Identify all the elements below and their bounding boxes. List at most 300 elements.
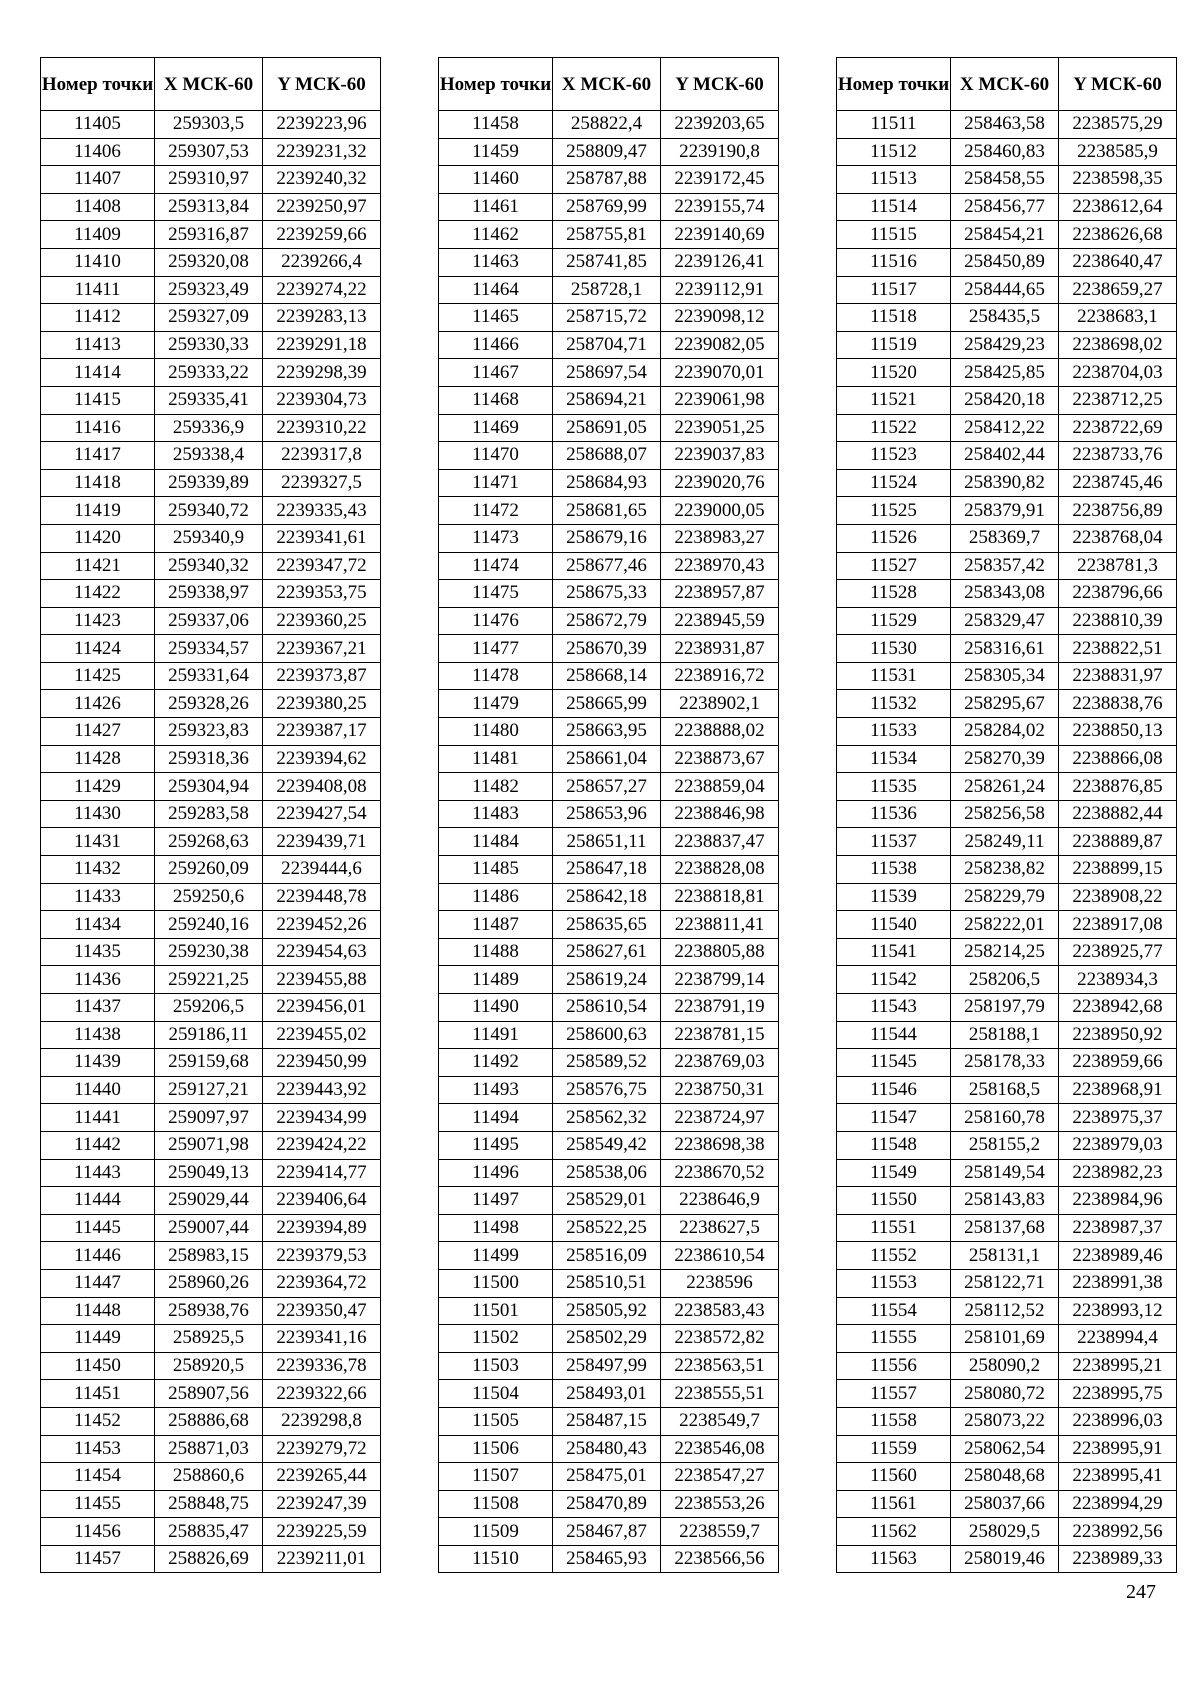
y-coordinate-cell: 2238559,7 — [661, 1518, 779, 1546]
y-coordinate-cell: 2238888,02 — [661, 718, 779, 746]
header-point-number: Номер точки — [41, 58, 155, 111]
y-coordinate-cell: 2238916,72 — [661, 662, 779, 690]
table-row — [837, 1463, 1177, 1491]
x-coordinate-cell: 258672,79 — [553, 607, 661, 635]
point-number-cell: 11495 — [439, 1131, 553, 1159]
y-coordinate-cell: 2239424,22 — [263, 1131, 381, 1159]
y-coordinate-cell: 2238989,46 — [1059, 1242, 1177, 1270]
table-row — [837, 1242, 1177, 1270]
y-coordinate-cell: 2239203,65 — [661, 111, 779, 139]
y-coordinate-cell: 2238968,91 — [1059, 1076, 1177, 1104]
y-coordinate-cell: 2239350,47 — [263, 1297, 381, 1325]
table-row — [439, 966, 779, 994]
point-number-cell: 11561 — [837, 1490, 951, 1518]
x-coordinate-cell: 258627,61 — [553, 938, 661, 966]
point-number-cell: 11505 — [439, 1407, 553, 1435]
y-coordinate-cell: 2239155,74 — [661, 193, 779, 221]
point-number-cell: 11513 — [837, 166, 951, 194]
x-coordinate-cell: 258475,01 — [553, 1463, 661, 1491]
y-coordinate-cell: 2238781,15 — [661, 1021, 779, 1049]
x-coordinate-cell: 259240,16 — [155, 911, 263, 939]
point-number-cell: 11543 — [837, 994, 951, 1022]
table-row — [41, 1187, 381, 1215]
table-row — [41, 1545, 381, 1573]
table-row — [41, 1352, 381, 1380]
table-row — [41, 635, 381, 663]
y-coordinate-cell: 2238596 — [661, 1269, 779, 1297]
table-row — [41, 1407, 381, 1435]
y-coordinate-cell: 2239298,8 — [263, 1407, 381, 1435]
point-number-cell: 11428 — [41, 745, 155, 773]
point-number-cell: 11510 — [439, 1545, 553, 1573]
x-coordinate-cell: 258619,24 — [553, 966, 661, 994]
header-y-coordinate: Y МСК-60 — [263, 58, 381, 111]
y-coordinate-cell: 2239298,39 — [263, 359, 381, 387]
y-coordinate-cell: 2238902,1 — [661, 690, 779, 718]
x-coordinate-cell: 258122,71 — [951, 1269, 1059, 1297]
table-row — [439, 1159, 779, 1187]
y-coordinate-cell: 2239450,99 — [263, 1049, 381, 1077]
point-number-cell: 11427 — [41, 718, 155, 746]
y-coordinate-cell: 2238995,91 — [1059, 1435, 1177, 1463]
x-coordinate-cell: 258420,18 — [951, 386, 1059, 414]
y-coordinate-cell: 2239310,22 — [263, 414, 381, 442]
point-number-cell: 11492 — [439, 1049, 553, 1077]
x-coordinate-cell: 259250,6 — [155, 883, 263, 911]
x-coordinate-cell: 258538,06 — [553, 1159, 661, 1187]
point-number-cell: 11501 — [439, 1297, 553, 1325]
point-number-cell: 11471 — [439, 469, 553, 497]
x-coordinate-cell: 258769,99 — [553, 193, 661, 221]
x-coordinate-cell: 259318,36 — [155, 745, 263, 773]
table-row — [41, 552, 381, 580]
table-row — [439, 662, 779, 690]
point-number-cell: 11468 — [439, 386, 553, 414]
point-number-cell: 11554 — [837, 1297, 951, 1325]
x-coordinate-cell: 258270,39 — [951, 745, 1059, 773]
point-number-cell: 11423 — [41, 607, 155, 635]
y-coordinate-cell: 2238805,88 — [661, 938, 779, 966]
point-number-cell: 11550 — [837, 1187, 951, 1215]
point-number-cell: 11415 — [41, 386, 155, 414]
x-coordinate-cell: 258379,91 — [951, 497, 1059, 525]
y-coordinate-cell: 2239455,02 — [263, 1021, 381, 1049]
table-row — [41, 111, 381, 139]
x-coordinate-cell: 258822,4 — [553, 111, 661, 139]
y-coordinate-cell: 2238979,03 — [1059, 1131, 1177, 1159]
x-coordinate-cell: 258728,1 — [553, 276, 661, 304]
point-number-cell: 11410 — [41, 248, 155, 276]
table-row — [837, 193, 1177, 221]
y-coordinate-cell: 2239394,62 — [263, 745, 381, 773]
point-number-cell: 11419 — [41, 497, 155, 525]
y-coordinate-cell: 2238810,39 — [1059, 607, 1177, 635]
x-coordinate-cell: 258688,07 — [553, 442, 661, 470]
point-number-cell: 11420 — [41, 524, 155, 552]
point-number-cell: 11478 — [439, 662, 553, 690]
point-number-cell: 11531 — [837, 662, 951, 690]
table-row — [837, 800, 1177, 828]
table-row — [439, 1104, 779, 1132]
table-row — [837, 469, 1177, 497]
y-coordinate-cell: 2238575,29 — [1059, 111, 1177, 139]
point-number-cell: 11452 — [41, 1407, 155, 1435]
table-row — [837, 359, 1177, 387]
point-number-cell: 11457 — [41, 1545, 155, 1573]
table-row — [837, 1545, 1177, 1573]
table-row — [837, 773, 1177, 801]
table-row — [837, 138, 1177, 166]
x-coordinate-cell: 259221,25 — [155, 966, 263, 994]
y-coordinate-cell: 2239353,75 — [263, 580, 381, 608]
y-coordinate-cell: 2238698,38 — [661, 1131, 779, 1159]
table-row — [837, 718, 1177, 746]
point-number-cell: 11493 — [439, 1076, 553, 1104]
y-coordinate-cell: 2238942,68 — [1059, 994, 1177, 1022]
y-coordinate-cell: 2239172,45 — [661, 166, 779, 194]
point-number-cell: 11445 — [41, 1214, 155, 1242]
point-number-cell: 11437 — [41, 994, 155, 1022]
table-row — [837, 828, 1177, 856]
point-number-cell: 11473 — [439, 524, 553, 552]
x-coordinate-cell: 258112,52 — [951, 1297, 1059, 1325]
table-row — [837, 304, 1177, 332]
table-row — [837, 1435, 1177, 1463]
point-number-cell: 11476 — [439, 607, 553, 635]
y-coordinate-cell: 2239444,6 — [263, 856, 381, 884]
x-coordinate-cell: 259340,72 — [155, 497, 263, 525]
table-row — [41, 1214, 381, 1242]
y-coordinate-cell: 2238994,4 — [1059, 1325, 1177, 1353]
y-coordinate-cell: 2238945,59 — [661, 607, 779, 635]
table-row — [439, 1325, 779, 1353]
table-row — [41, 1076, 381, 1104]
table-row — [439, 690, 779, 718]
header-x-coordinate: X МСК-60 — [155, 58, 263, 111]
x-coordinate-cell: 259260,09 — [155, 856, 263, 884]
x-coordinate-cell: 258522,25 — [553, 1214, 661, 1242]
y-coordinate-cell: 2239304,73 — [263, 386, 381, 414]
point-number-cell: 11544 — [837, 1021, 951, 1049]
y-coordinate-cell: 2238549,7 — [661, 1407, 779, 1435]
y-coordinate-cell: 2239347,72 — [263, 552, 381, 580]
point-number-cell: 11479 — [439, 690, 553, 718]
table-row — [439, 359, 779, 387]
table-row — [837, 442, 1177, 470]
y-coordinate-cell: 2238993,12 — [1059, 1297, 1177, 1325]
point-number-cell: 11540 — [837, 911, 951, 939]
point-number-cell: 11424 — [41, 635, 155, 663]
y-coordinate-cell: 2239456,01 — [263, 994, 381, 1022]
y-coordinate-cell: 2239266,4 — [263, 248, 381, 276]
point-number-cell: 11532 — [837, 690, 951, 718]
x-coordinate-cell: 258131,1 — [951, 1242, 1059, 1270]
x-coordinate-cell: 258249,11 — [951, 828, 1059, 856]
y-coordinate-cell: 2238768,04 — [1059, 524, 1177, 552]
point-number-cell: 11530 — [837, 635, 951, 663]
table-row — [41, 524, 381, 552]
x-coordinate-cell: 259206,5 — [155, 994, 263, 1022]
point-number-cell: 11502 — [439, 1325, 553, 1353]
table-row — [439, 607, 779, 635]
x-coordinate-cell: 258677,46 — [553, 552, 661, 580]
x-coordinate-cell: 258329,47 — [951, 607, 1059, 635]
table-row — [41, 1325, 381, 1353]
y-coordinate-cell: 2239225,59 — [263, 1518, 381, 1546]
table-row — [837, 1297, 1177, 1325]
table-row — [41, 1297, 381, 1325]
x-coordinate-cell: 258295,67 — [951, 690, 1059, 718]
table-row — [41, 662, 381, 690]
table-row — [439, 221, 779, 249]
x-coordinate-cell: 258668,14 — [553, 662, 661, 690]
y-coordinate-cell: 2239322,66 — [263, 1380, 381, 1408]
table-row — [439, 718, 779, 746]
point-number-cell: 11529 — [837, 607, 951, 635]
point-number-cell: 11535 — [837, 773, 951, 801]
x-coordinate-cell: 259338,4 — [155, 442, 263, 470]
point-number-cell: 11498 — [439, 1214, 553, 1242]
x-coordinate-cell: 258463,58 — [951, 111, 1059, 139]
x-coordinate-cell: 258600,63 — [553, 1021, 661, 1049]
table-header-row — [41, 58, 381, 111]
table-row — [439, 883, 779, 911]
point-number-cell: 11467 — [439, 359, 553, 387]
point-number-cell: 11483 — [439, 800, 553, 828]
table-row — [41, 966, 381, 994]
point-number-cell: 11436 — [41, 966, 155, 994]
x-coordinate-cell: 258679,16 — [553, 524, 661, 552]
point-number-cell: 11559 — [837, 1435, 951, 1463]
y-coordinate-cell: 2238781,3 — [1059, 552, 1177, 580]
x-coordinate-cell: 258670,39 — [553, 635, 661, 663]
y-coordinate-cell: 2238733,76 — [1059, 442, 1177, 470]
table-row — [837, 580, 1177, 608]
y-coordinate-cell: 2239379,53 — [263, 1242, 381, 1270]
table-body — [41, 111, 381, 1573]
y-coordinate-cell: 2238756,89 — [1059, 497, 1177, 525]
x-coordinate-cell: 259335,41 — [155, 386, 263, 414]
table-row — [837, 1352, 1177, 1380]
y-coordinate-cell: 2239211,01 — [263, 1545, 381, 1573]
table-row — [439, 1518, 779, 1546]
x-coordinate-cell: 258037,66 — [951, 1490, 1059, 1518]
point-number-cell: 11441 — [41, 1104, 155, 1132]
y-coordinate-cell: 2238957,87 — [661, 580, 779, 608]
x-coordinate-cell: 258681,65 — [553, 497, 661, 525]
x-coordinate-cell: 258562,32 — [553, 1104, 661, 1132]
point-number-cell: 11448 — [41, 1297, 155, 1325]
point-number-cell: 11484 — [439, 828, 553, 856]
x-coordinate-cell: 258343,08 — [951, 580, 1059, 608]
point-number-cell: 11528 — [837, 580, 951, 608]
x-coordinate-cell: 258920,5 — [155, 1352, 263, 1380]
y-coordinate-cell: 2239250,97 — [263, 193, 381, 221]
point-number-cell: 11545 — [837, 1049, 951, 1077]
x-coordinate-cell: 258029,5 — [951, 1518, 1059, 1546]
table-row — [41, 1159, 381, 1187]
table-row — [439, 1021, 779, 1049]
table-row — [41, 1021, 381, 1049]
table-body — [439, 111, 779, 1573]
x-coordinate-cell: 258197,79 — [951, 994, 1059, 1022]
x-coordinate-cell: 258549,42 — [553, 1131, 661, 1159]
x-coordinate-cell: 258369,7 — [951, 524, 1059, 552]
point-number-cell: 11549 — [837, 1159, 951, 1187]
point-number-cell: 11558 — [837, 1407, 951, 1435]
point-number-cell: 11500 — [439, 1269, 553, 1297]
table-row — [837, 248, 1177, 276]
x-coordinate-cell: 259330,33 — [155, 331, 263, 359]
table-row — [439, 1490, 779, 1518]
x-coordinate-cell: 258848,75 — [155, 1490, 263, 1518]
y-coordinate-cell: 2238950,92 — [1059, 1021, 1177, 1049]
y-coordinate-cell: 2239341,16 — [263, 1325, 381, 1353]
y-coordinate-cell: 2239274,22 — [263, 276, 381, 304]
y-coordinate-cell: 2238838,76 — [1059, 690, 1177, 718]
y-coordinate-cell: 2238722,69 — [1059, 414, 1177, 442]
y-coordinate-cell: 2238566,56 — [661, 1545, 779, 1573]
point-number-cell: 11538 — [837, 856, 951, 884]
point-number-cell: 11447 — [41, 1269, 155, 1297]
x-coordinate-cell: 258691,05 — [553, 414, 661, 442]
y-coordinate-cell: 2238983,27 — [661, 524, 779, 552]
header-point-number: Номер точки — [837, 58, 951, 111]
table-row — [837, 1076, 1177, 1104]
y-coordinate-cell: 2239448,78 — [263, 883, 381, 911]
point-number-cell: 11547 — [837, 1104, 951, 1132]
point-number-cell: 11414 — [41, 359, 155, 387]
table-row — [837, 221, 1177, 249]
x-coordinate-cell: 258229,79 — [951, 883, 1059, 911]
point-number-cell: 11450 — [41, 1352, 155, 1380]
point-number-cell: 11536 — [837, 800, 951, 828]
point-number-cell: 11412 — [41, 304, 155, 332]
y-coordinate-cell: 2239037,83 — [661, 442, 779, 470]
x-coordinate-cell: 259304,94 — [155, 773, 263, 801]
table-row — [439, 552, 779, 580]
y-coordinate-cell: 2238859,04 — [661, 773, 779, 801]
table-row — [837, 1214, 1177, 1242]
point-number-cell: 11557 — [837, 1380, 951, 1408]
x-coordinate-cell: 259307,53 — [155, 138, 263, 166]
point-number-cell: 11416 — [41, 414, 155, 442]
y-coordinate-cell: 2239223,96 — [263, 111, 381, 139]
y-coordinate-cell: 2239051,25 — [661, 414, 779, 442]
point-number-cell: 11546 — [837, 1076, 951, 1104]
y-coordinate-cell: 2239112,91 — [661, 276, 779, 304]
point-number-cell: 11534 — [837, 745, 951, 773]
y-coordinate-cell: 2238750,31 — [661, 1076, 779, 1104]
table-row — [41, 193, 381, 221]
table-row — [41, 938, 381, 966]
point-number-cell: 11464 — [439, 276, 553, 304]
point-number-cell: 11443 — [41, 1159, 155, 1187]
point-number-cell: 11446 — [41, 1242, 155, 1270]
point-number-cell: 11503 — [439, 1352, 553, 1380]
y-coordinate-cell: 2238873,67 — [661, 745, 779, 773]
point-number-cell: 11449 — [41, 1325, 155, 1353]
table-row — [439, 304, 779, 332]
table-row — [439, 111, 779, 139]
point-number-cell: 11458 — [439, 111, 553, 139]
y-coordinate-cell: 2238724,97 — [661, 1104, 779, 1132]
point-number-cell: 11537 — [837, 828, 951, 856]
table-row — [837, 662, 1177, 690]
x-coordinate-cell: 258653,96 — [553, 800, 661, 828]
table-row — [439, 248, 779, 276]
y-coordinate-cell: 2238626,68 — [1059, 221, 1177, 249]
y-coordinate-cell: 2239265,44 — [263, 1463, 381, 1491]
x-coordinate-cell: 258871,03 — [155, 1435, 263, 1463]
table-row — [837, 938, 1177, 966]
y-coordinate-cell: 2238991,38 — [1059, 1269, 1177, 1297]
point-number-cell: 11518 — [837, 304, 951, 332]
x-coordinate-cell: 258651,11 — [553, 828, 661, 856]
y-coordinate-cell: 2238769,03 — [661, 1049, 779, 1077]
point-number-cell: 11514 — [837, 193, 951, 221]
y-coordinate-cell: 2239387,17 — [263, 718, 381, 746]
y-coordinate-cell: 2238822,51 — [1059, 635, 1177, 663]
x-coordinate-cell: 258019,46 — [951, 1545, 1059, 1573]
x-coordinate-cell: 259339,89 — [155, 469, 263, 497]
table-row — [837, 276, 1177, 304]
point-number-cell: 11481 — [439, 745, 553, 773]
x-coordinate-cell: 258073,22 — [951, 1407, 1059, 1435]
x-coordinate-cell: 258444,65 — [951, 276, 1059, 304]
x-coordinate-cell: 258222,01 — [951, 911, 1059, 939]
table-header-row — [439, 58, 779, 111]
x-coordinate-cell: 259230,38 — [155, 938, 263, 966]
table-row — [41, 166, 381, 194]
table-row — [41, 497, 381, 525]
table-row — [439, 635, 779, 663]
table-row — [439, 1214, 779, 1242]
table-row — [837, 414, 1177, 442]
table-row — [439, 745, 779, 773]
y-coordinate-cell: 2239452,26 — [263, 911, 381, 939]
point-number-cell: 11466 — [439, 331, 553, 359]
y-coordinate-cell: 2239190,8 — [661, 138, 779, 166]
header-point-number: Номер точки — [439, 58, 553, 111]
y-coordinate-cell: 2238563,51 — [661, 1352, 779, 1380]
x-coordinate-cell: 258256,58 — [951, 800, 1059, 828]
point-number-cell: 11527 — [837, 552, 951, 580]
table-row — [41, 469, 381, 497]
table-row — [41, 580, 381, 608]
x-coordinate-cell: 258450,89 — [951, 248, 1059, 276]
point-number-cell: 11522 — [837, 414, 951, 442]
y-coordinate-cell: 2238811,41 — [661, 911, 779, 939]
point-number-cell: 11409 — [41, 221, 155, 249]
x-coordinate-cell: 258983,15 — [155, 1242, 263, 1270]
x-coordinate-cell: 258261,24 — [951, 773, 1059, 801]
point-number-cell: 11405 — [41, 111, 155, 139]
table-row — [837, 690, 1177, 718]
point-number-cell: 11475 — [439, 580, 553, 608]
y-coordinate-cell: 2239373,87 — [263, 662, 381, 690]
table-row — [439, 580, 779, 608]
x-coordinate-cell: 258214,25 — [951, 938, 1059, 966]
table-row — [41, 1463, 381, 1491]
table-row — [439, 1076, 779, 1104]
table-row — [439, 1407, 779, 1435]
x-coordinate-cell: 258502,29 — [553, 1325, 661, 1353]
table-row — [837, 331, 1177, 359]
x-coordinate-cell: 259186,11 — [155, 1021, 263, 1049]
y-coordinate-cell: 2238553,26 — [661, 1490, 779, 1518]
table-row — [41, 1435, 381, 1463]
